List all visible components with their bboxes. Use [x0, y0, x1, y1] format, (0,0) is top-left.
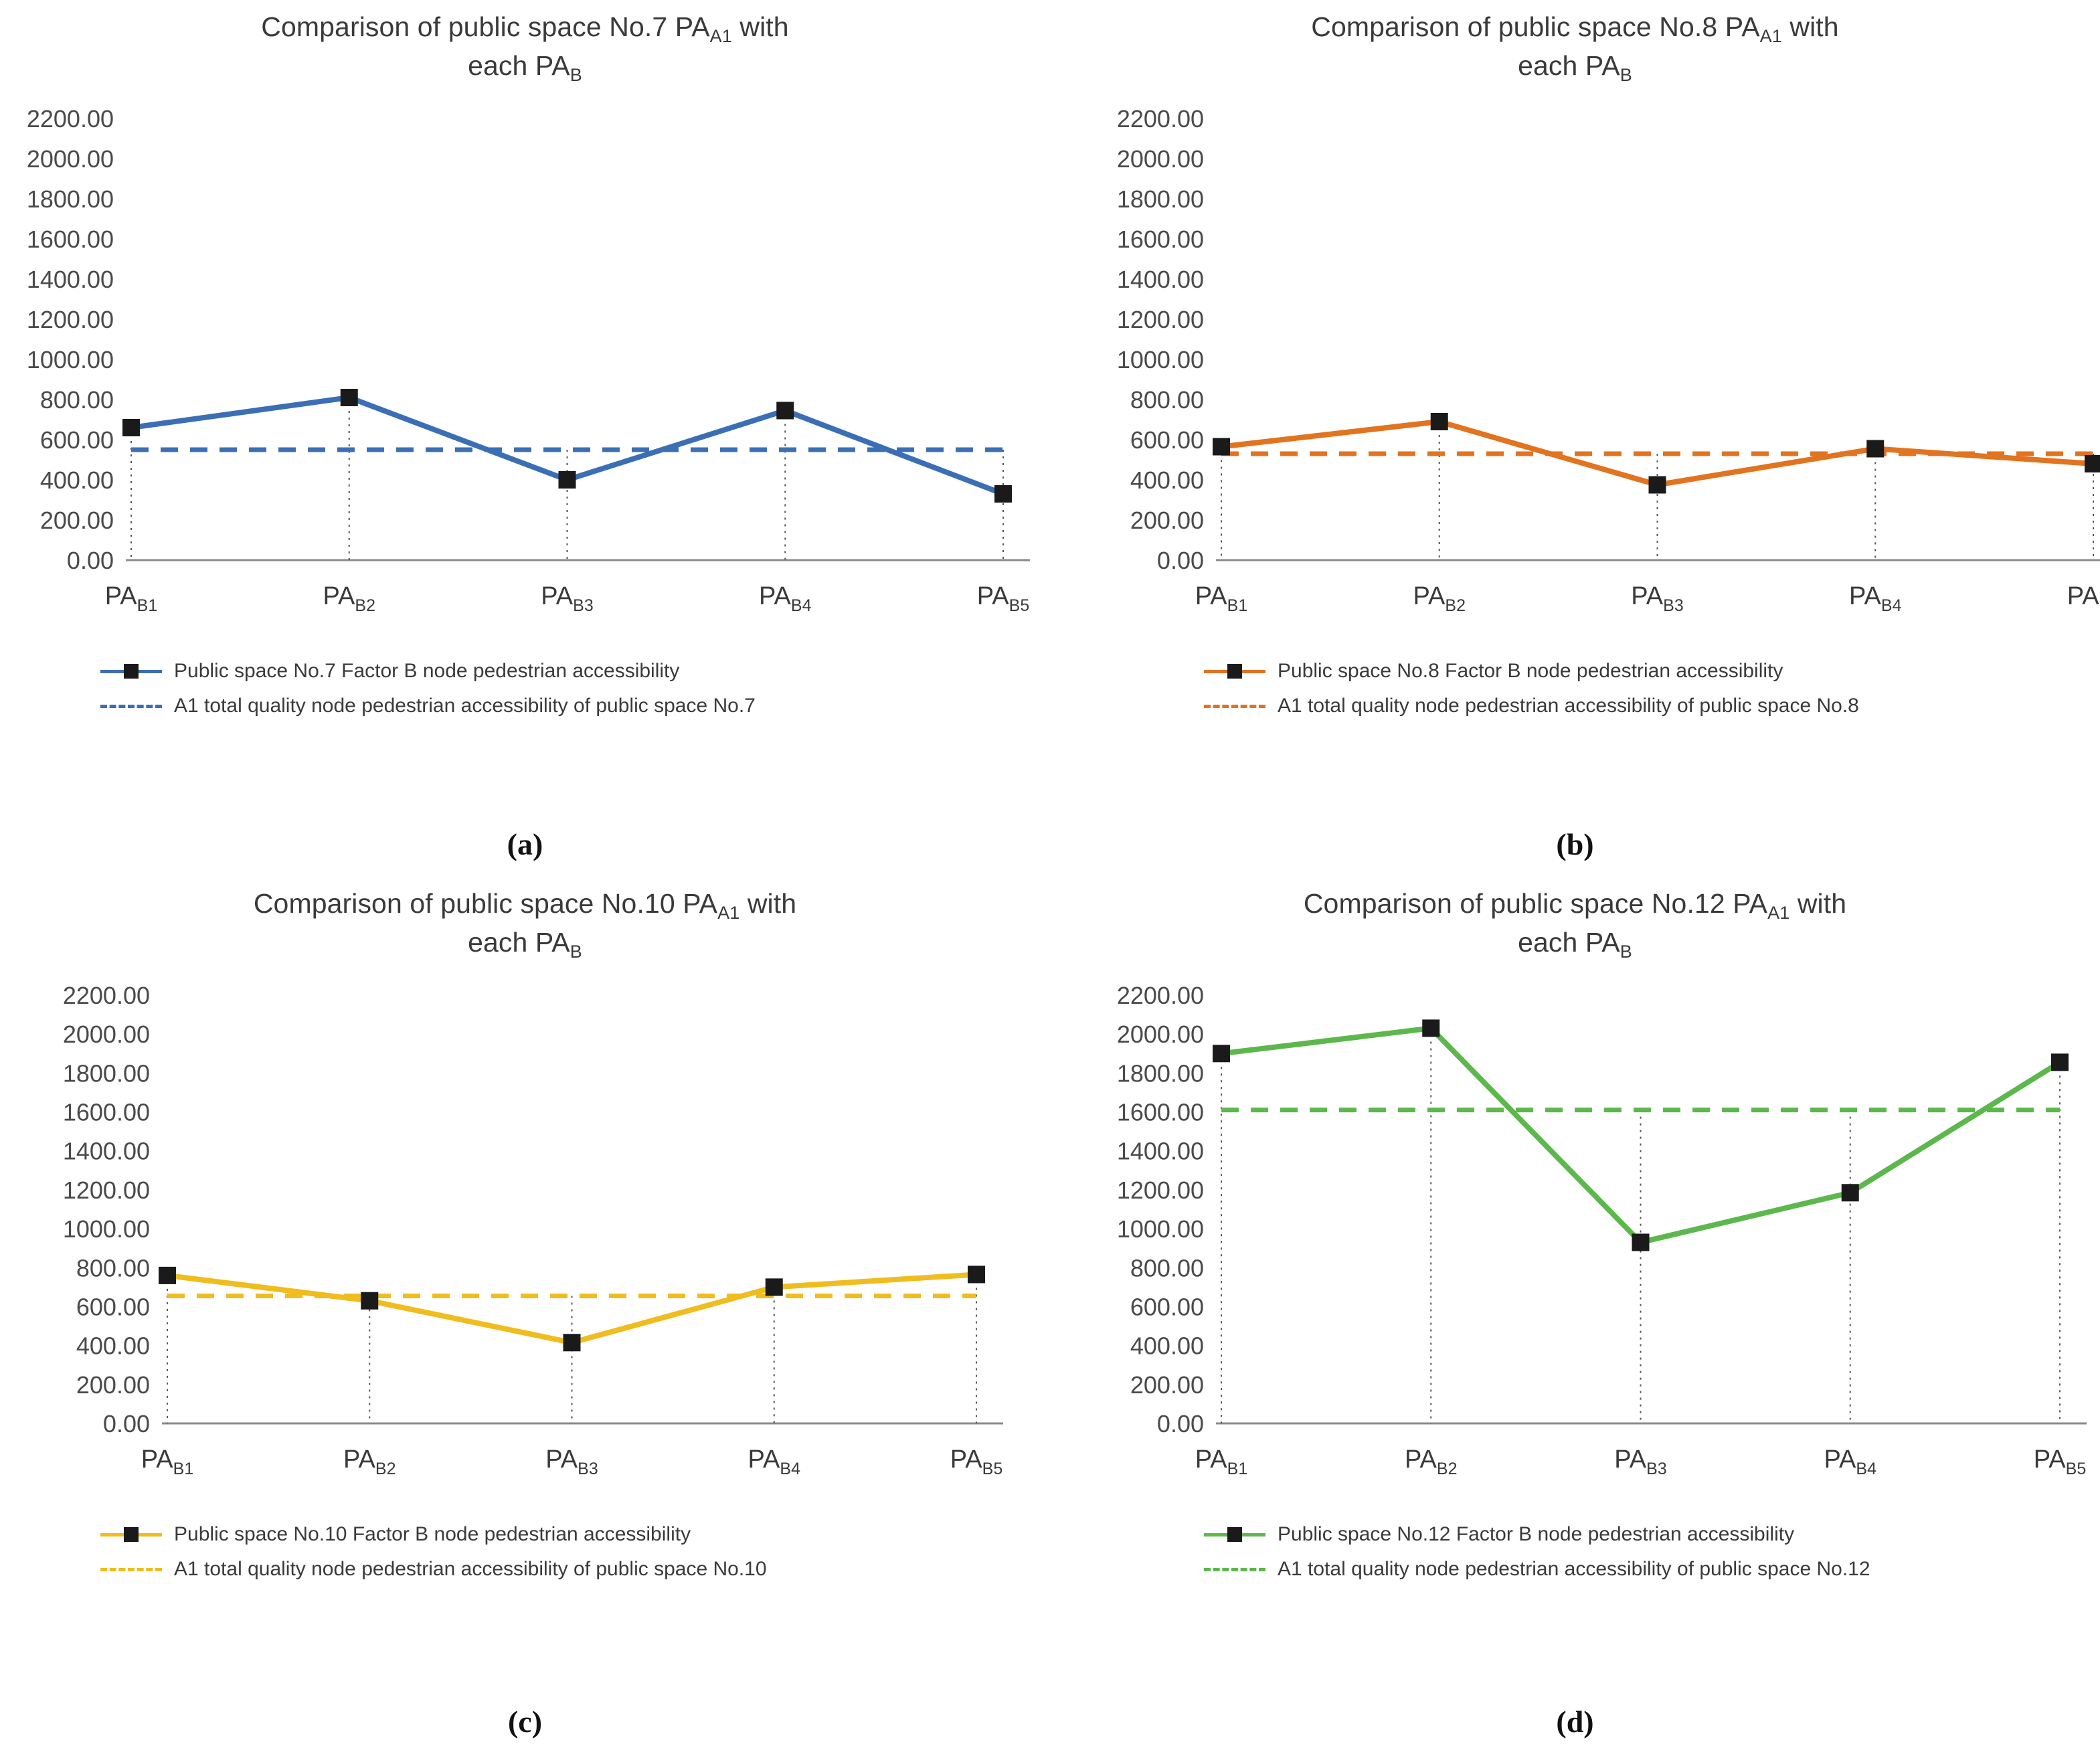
svg-text:600.00: 600.00 [76, 1293, 150, 1321]
line-solid-marker-icon [100, 1527, 162, 1542]
panel-a-title-sub1: A1 [709, 26, 732, 47]
svg-text:1600.00: 1600.00 [1116, 1099, 1204, 1127]
svg-text:800.00: 800.00 [1130, 386, 1204, 414]
svg-text:0.00: 0.00 [66, 547, 114, 575]
panel-a-title-sub2: B [570, 64, 582, 85]
svg-text:800.00: 800.00 [39, 386, 114, 414]
panel-a-title-line1: Comparison of public space No.7 PA [261, 11, 710, 42]
svg-text:400.00: 400.00 [39, 466, 114, 495]
panel-a-legend [0, 654, 1050, 723]
line-solid-marker-icon [1204, 1527, 1265, 1542]
line-dashed-icon [100, 699, 162, 713]
panel-b [1050, 0, 2100, 877]
panel-a-legend-ref-label: A1 total quality node pedestrian accessibility of public space No.7 [174, 695, 756, 717]
panel-a-legend-ref [100, 689, 1050, 723]
svg-text:PAB2: $PA_{B2}$ [343, 1445, 396, 1479]
panel-d-legend-series-label: Public space No.12 Factor B node pedestrian accessibility [1278, 1523, 1795, 1546]
svg-text:200.00: 200.00 [1130, 507, 1204, 535]
panel-a-caption: (a) [507, 827, 543, 861]
panel-a-title-line1-tail: with [731, 11, 789, 42]
panel-d [1050, 877, 2100, 1754]
svg-text:1600.00: 1600.00 [62, 1099, 150, 1127]
svg-text:1400.00: 1400.00 [1116, 266, 1204, 294]
svg-text:PAB1: $PA_{B1}$ [104, 582, 158, 616]
line-solid-marker-icon [100, 664, 162, 679]
svg-text:PAB4: $PA_{B4}$ [748, 1445, 800, 1479]
svg-text:PAB2: $PA_{B2}$ [323, 582, 375, 616]
svg-text:800.00: 800.00 [76, 1254, 150, 1282]
panel-b-title-sub2: B [1620, 64, 1632, 85]
svg-text:1200.00: 1200.00 [1116, 1176, 1204, 1205]
svg-text:1200.00: 1200.00 [1116, 306, 1204, 334]
panel-b-legend-series-label: Public space No.8 Factor B node pedestrian accessibility [1278, 660, 1783, 683]
panel-d-title [1050, 877, 2100, 963]
svg-text:200.00: 200.00 [76, 1371, 150, 1399]
panel-c-legend-series [100, 1517, 1050, 1552]
svg-text:600.00: 600.00 [1130, 1293, 1204, 1321]
svg-text:2200.00: 2200.00 [62, 982, 150, 1010]
panel-d-caption: (d) [1556, 1704, 1594, 1739]
line-solid-marker-icon [1204, 664, 1265, 679]
panel-c-svg [0, 975, 1050, 1510]
svg-text:PAB5: $PA_{B5}$ [950, 1445, 1003, 1479]
svg-text:PAB4: $PA_{B4}$ [1824, 1445, 1876, 1479]
panel-c-caption: (c) [507, 1704, 543, 1739]
svg-text:PAB2: $PA_{B2}$ [1405, 1445, 1458, 1479]
svg-text:PAB1: $PA_{B1}$ [141, 1445, 194, 1479]
panel-d-title-line1: Comparison of public space No.12 PA [1303, 888, 1768, 919]
panel-c-legend [0, 1517, 1050, 1587]
panel-b-plot [1050, 98, 2100, 647]
panel-d-plot [1050, 975, 2100, 1510]
svg-text:2200.00: 2200.00 [26, 105, 114, 133]
panel-a-plot [0, 98, 1050, 647]
panel-c-title [0, 877, 1050, 963]
panel-b-title-sub1: A1 [1759, 26, 1782, 47]
panel-c-legend-ref [100, 1552, 1050, 1587]
svg-text:1400.00: 1400.00 [1116, 1138, 1204, 1166]
panel-b-title-line1-tail: with [1781, 11, 1839, 42]
svg-text:400.00: 400.00 [1130, 1332, 1204, 1361]
svg-text:0.00: 0.00 [1156, 547, 1204, 575]
panel-a [0, 0, 1050, 877]
line-dashed-icon [100, 1562, 162, 1577]
svg-text:PAB3: $PA_{B3}$ [1614, 1445, 1667, 1479]
svg-text:0.00: 0.00 [1156, 1410, 1204, 1438]
panel-b-legend-series [1204, 654, 2100, 689]
line-dashed-icon [1204, 699, 1265, 713]
panel-b-caption: (b) [1556, 827, 1594, 861]
svg-text:PAB2: $PA_{B2}$ [1413, 582, 1466, 616]
panel-d-title-sub2: B [1620, 941, 1632, 962]
panel-d-legend-series [1204, 1517, 2100, 1552]
svg-text:PAB5: $PA_{B5}$ [2033, 1445, 2087, 1479]
panel-d-title-line1-tail: with [1789, 888, 1847, 919]
svg-text:1800.00: 1800.00 [62, 1059, 150, 1087]
line-dashed-icon [1204, 1562, 1265, 1577]
panel-d-svg [1050, 975, 2100, 1510]
svg-text:1000.00: 1000.00 [26, 346, 114, 374]
svg-text:1800.00: 1800.00 [1116, 185, 1204, 213]
panel-d-legend-ref-label: A1 total quality node pedestrian accessibility of public space No.12 [1278, 1558, 1870, 1581]
panel-c-title-sub1: A1 [717, 903, 740, 924]
svg-text:PAB1: $PA_{B1}$ [1195, 1445, 1248, 1479]
panel-d-legend [1050, 1517, 2100, 1587]
panel-c-title-sub2: B [570, 941, 582, 962]
svg-text:600.00: 600.00 [39, 426, 114, 454]
svg-text:0.00: 0.00 [102, 1410, 150, 1438]
svg-text:PAB5: $PA_{B5}$ [976, 582, 1030, 616]
svg-text:1800.00: 1800.00 [1116, 1059, 1204, 1087]
svg-text:2000.00: 2000.00 [1116, 145, 1204, 173]
panel-c-title-line1: Comparison of public space No.10 PA [253, 888, 718, 919]
svg-text:200.00: 200.00 [1130, 1371, 1204, 1399]
svg-text:1400.00: 1400.00 [26, 266, 114, 294]
svg-text:400.00: 400.00 [76, 1332, 150, 1361]
panel-b-legend-ref [1204, 689, 2100, 723]
svg-text:600.00: 600.00 [1130, 426, 1204, 454]
svg-text:2000.00: 2000.00 [62, 1021, 150, 1049]
svg-text:PAB1: $PA_{B1}$ [1195, 582, 1248, 616]
panel-c-legend-ref-label: A1 total quality node pedestrian accessibility of public space No.10 [174, 1558, 767, 1581]
svg-text:1000.00: 1000.00 [1116, 346, 1204, 374]
panel-b-legend-ref-label: A1 total quality node pedestrian accessibility of public space No.8 [1278, 695, 1859, 717]
panel-d-title-sub1: A1 [1767, 903, 1790, 924]
panel-a-title-line2: each PA [468, 50, 570, 81]
svg-text:2000.00: 2000.00 [26, 145, 114, 173]
panel-c-legend-series-label: Public space No.10 Factor B node pedestrian accessibility [174, 1523, 691, 1546]
panel-a-legend-series [100, 654, 1050, 689]
panel-c [0, 877, 1050, 1754]
svg-text:PAB3: $PA_{B3}$ [1631, 582, 1684, 616]
svg-text:1600.00: 1600.00 [1116, 226, 1204, 254]
svg-text:1000.00: 1000.00 [62, 1215, 150, 1243]
svg-text:1800.00: 1800.00 [26, 185, 114, 213]
panel-d-title-line2: each PA [1518, 926, 1620, 958]
svg-text:PAB3: $PA_{B3}$ [541, 582, 594, 616]
svg-text:PAB3: $PA_{B3}$ [545, 1445, 598, 1479]
svg-text:800.00: 800.00 [1130, 1254, 1204, 1282]
svg-text:1600.00: 1600.00 [26, 226, 114, 254]
panel-a-legend-series-label: Public space No.7 Factor B node pedestrian accessibility [174, 660, 680, 683]
panel-b-title-line1: Comparison of public space No.8 PA [1311, 11, 1760, 42]
svg-text:PAB4: $PA_{B4}$ [1849, 582, 1902, 616]
panel-d-legend-ref [1204, 1552, 2100, 1587]
panel-c-title-line2: each PA [468, 926, 570, 958]
svg-text:1200.00: 1200.00 [62, 1176, 150, 1205]
svg-text:400.00: 400.00 [1130, 466, 1204, 495]
panel-a-title [0, 0, 1050, 86]
panel-c-title-line1-tail: with [739, 888, 797, 919]
svg-text:1200.00: 1200.00 [26, 306, 114, 334]
svg-text:PAB4: $PA_{B4}$ [759, 582, 812, 616]
panel-a-svg [0, 98, 1050, 647]
panel-b-title [1050, 0, 2100, 86]
panel-b-legend [1050, 654, 2100, 723]
svg-text:2000.00: 2000.00 [1116, 1021, 1204, 1049]
svg-text:200.00: 200.00 [39, 507, 114, 535]
svg-text:2200.00: 2200.00 [1116, 105, 1204, 133]
panel-b-svg [1050, 98, 2100, 647]
panel-c-plot [0, 975, 1050, 1510]
panel-b-title-line2: each PA [1518, 50, 1620, 81]
svg-text:1400.00: 1400.00 [62, 1138, 150, 1166]
svg-text:PAB5: PA [2067, 582, 2099, 611]
svg-text:2200.00: 2200.00 [1116, 982, 1204, 1010]
svg-text:1000.00: 1000.00 [1116, 1215, 1204, 1243]
